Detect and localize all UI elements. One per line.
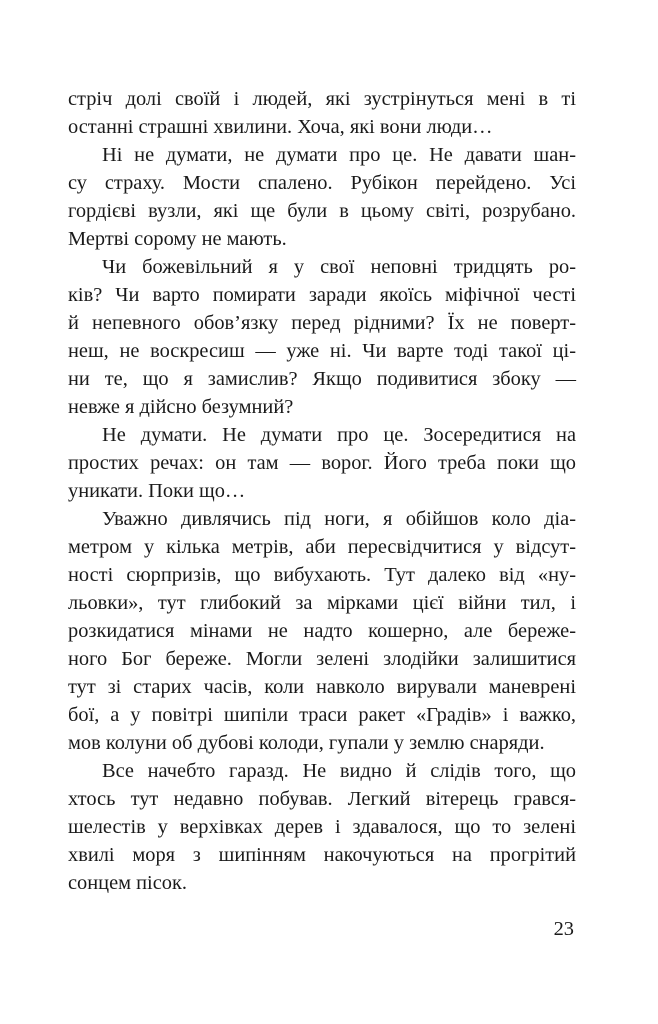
- text-line: простих речах: он там — ворог. Його треба поки що: [68, 452, 576, 474]
- text-line: стріч долі своїй і людей, які зустрінуться мені в ті: [68, 88, 576, 110]
- text-line: ного Бог береже. Могли зелені злодійки залишитися: [68, 648, 576, 670]
- paragraph-1: [68, 85, 576, 141]
- text-line: ності сюрпризів, що вибухають. Тут далеко від «ну-: [68, 564, 576, 586]
- text-line: Чи божевільний я у свої неповні тридцять ро-: [102, 256, 576, 278]
- text-line: хтось тут недавно побував. Легкий вітерець грався-: [68, 788, 576, 810]
- text-line: Не думати. Не думати про це. Зосередитися на: [102, 424, 576, 446]
- text-line: тут зі старих часів, коли навколо вирували маневрені: [68, 676, 576, 698]
- text-line: Мертві сорому не мають.: [68, 228, 287, 250]
- text-line: ків? Чи варто помирати заради якоїсь міфічної честі: [68, 284, 576, 306]
- text-line: хвилі моря з шипінням накочуються на прогрітий: [68, 844, 576, 866]
- text-line: гордієві вузли, які ще були в цьому світі, розрубано.: [68, 200, 576, 222]
- text-line: й непевного обов’язку перед рідними? Їх не поверт-: [68, 312, 576, 334]
- paragraph-5: [68, 505, 576, 757]
- text-line: мов колуни об дубові колоди, гупали у землю снаряди.: [68, 732, 545, 754]
- text-line: метром у кілька метрів, аби пересвідчитися у відсут-: [68, 536, 576, 558]
- text-line: сонцем пісок.: [68, 872, 187, 894]
- book-page-body: [68, 85, 576, 897]
- text-line: Ні не думати, не думати про це. Не давати шан-: [102, 144, 576, 166]
- text-line: невже я дійсно безумний?: [68, 396, 294, 418]
- paragraph-4: [68, 421, 576, 505]
- paragraph-3: [68, 253, 576, 421]
- text-line: Уважно дивлячись під ноги, я обійшов коло діа-: [102, 508, 576, 530]
- text-line: уникати. Поки що…: [68, 480, 246, 502]
- text-line: останні страшні хвилини. Хоча, які вони люди…: [68, 116, 493, 138]
- text-line: шелестів у верхівках дерев і здавалося, що то зелені: [68, 816, 576, 838]
- paragraph-2: [68, 141, 576, 253]
- text-line: неш, не воскресиш — уже ні. Чи варте тоді такої ці-: [68, 340, 576, 362]
- text-line: су страху. Мости спалено. Рубікон перейдено. Усі: [68, 172, 576, 194]
- text-line: розкидатися мінами не надто кошерно, але береже-: [68, 620, 576, 642]
- paragraph-6: [68, 757, 576, 897]
- text-line: льовки», тут глибокий за мірками цієї війни тил, і: [68, 592, 576, 614]
- page-number: 23: [553, 918, 574, 940]
- text-line: ни те, що я замислив? Якщо подивитися збоку —: [68, 368, 576, 390]
- text-line: бої, а у повітрі шипіли траси ракет «Градів» і важко,: [68, 704, 576, 726]
- text-line: Все начебто гаразд. Не видно й слідів того, що: [102, 760, 576, 782]
